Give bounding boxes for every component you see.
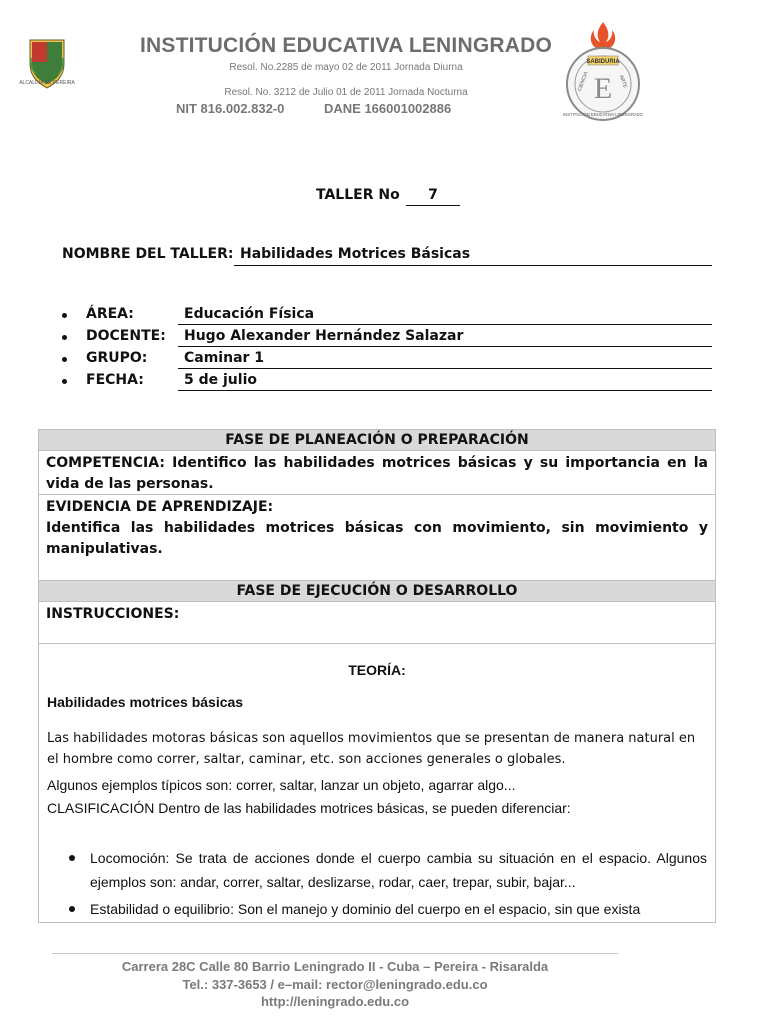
habilidades-title: Habilidades motrices básicas [47,694,244,710]
list-item [47,846,707,894]
footer-divider [52,953,618,954]
info-row-docente [60,328,712,350]
workshop-name-value: Habilidades Motrices Básicas [234,246,712,266]
institution-crest-logo [562,20,644,122]
classification-paragraph: CLASIFICACIÓN Dentro de las habilidades motrices básicas, se pueden diferenciar: [47,800,571,816]
instrucciones-cell: INSTRUCCIONES: [39,602,715,644]
resolution-day: Resol. No.2285 de mayo 02 de 2011 Jornada Diurna [229,62,463,73]
bullet-icon [62,357,67,362]
bullet-icon [69,855,75,861]
dane-number: DANE 166001002886 [324,101,452,116]
footer-contact: Tel.: 337-3653 / e–mail: rector@leningrado.edu.co [182,977,488,992]
list-item [47,897,707,921]
logo-left-caption: ALCALDÍA DE PEREIRA [19,80,75,86]
info-row-area [60,306,712,328]
workshop-name-label: NOMBRE DEL TALLER: [62,246,234,262]
info-row-fecha [60,372,712,394]
bullet-icon [69,906,75,912]
info-label: ÁREA: [86,306,134,322]
footer-website: http://leningrado.edu.co [260,994,410,1009]
resolution-night: Resol. No. 3212 de Julio 01 de 2011 Jornada Nocturna [224,87,468,98]
crest-word-right: ARTE [617,74,629,89]
info-label: DOCENTE: [86,328,166,344]
info-value: Hugo Alexander Hernández Salazar [178,328,712,347]
info-label: GRUPO: [86,350,148,366]
crest-word-left: CIENCIA [576,71,590,93]
nit-number: NIT 816.002.832-0 [176,101,285,116]
theory-section [39,644,715,923]
evidencia-text: Identifica las habilidades motrices básicas con movimiento, sin movimiento y manipulativas. [46,520,708,557]
examples-paragraph: Algunos ejemplos típicos son: correr, saltar, lanzar un objeto, agarrar algo... [47,777,516,793]
info-label: FECHA: [86,372,144,388]
teoria-title: TEORÍA: [348,662,406,678]
info-value: 5 de julio [178,372,712,391]
evidencia-cell [39,495,715,581]
bullet-icon [62,379,67,384]
bullet-icon [62,313,67,318]
taller-label: TALLER No [316,187,400,203]
crest-letter: E [593,72,613,105]
institution-name: INSTITUCIÓN EDUCATIVA LENINGRADO [139,34,552,57]
evidencia-label: EVIDENCIA DE APRENDIZAJE: [46,499,274,515]
footer-address: Carrera 28C Calle 80 Barrio Leningrado II - Cuba – Pereira - Risaralda [121,959,549,974]
workshop-table [38,429,716,923]
bullet-icon [62,335,67,340]
taller-number: 7 [406,187,460,206]
crest-word-top: SABIDURIA [586,59,620,65]
phase-planning-header: FASE DE PLANEACIÓN O PREPARACIÓN [39,430,715,451]
competencia-cell: COMPETENCIA: Identifico las habilidades motrices básicas y su importancia en la vida de las personas. [39,451,715,495]
list-item-text: Locomoción: Se trata de acciones donde el cuerpo cambia su situación en el espacio. Algunos ejemplos son: andar, correr, saltar, deslizarse, rodar, caer, trepar, subir, bajar... [90,850,707,890]
info-row-grupo [60,350,712,372]
info-value: Caminar 1 [178,350,712,369]
info-value: Educación Física [178,306,712,325]
crest-ring-text: INSTITUCION EDUCATIVA LENINGRADO [563,112,643,117]
definition-paragraph: Las habilidades motoras básicas son aquellos movimientos que se presentan de manera natural en el hombre como correr, saltar, caminar, etc. son acciones generales o globales. [47,731,696,767]
phase-execution-header: FASE DE EJECUCIÓN O DESARROLLO [39,581,715,602]
list-item-text: Estabilidad o equilibrio: Son el manejo y dominio del cuerpo en el espacio, sin que exista [90,901,641,917]
